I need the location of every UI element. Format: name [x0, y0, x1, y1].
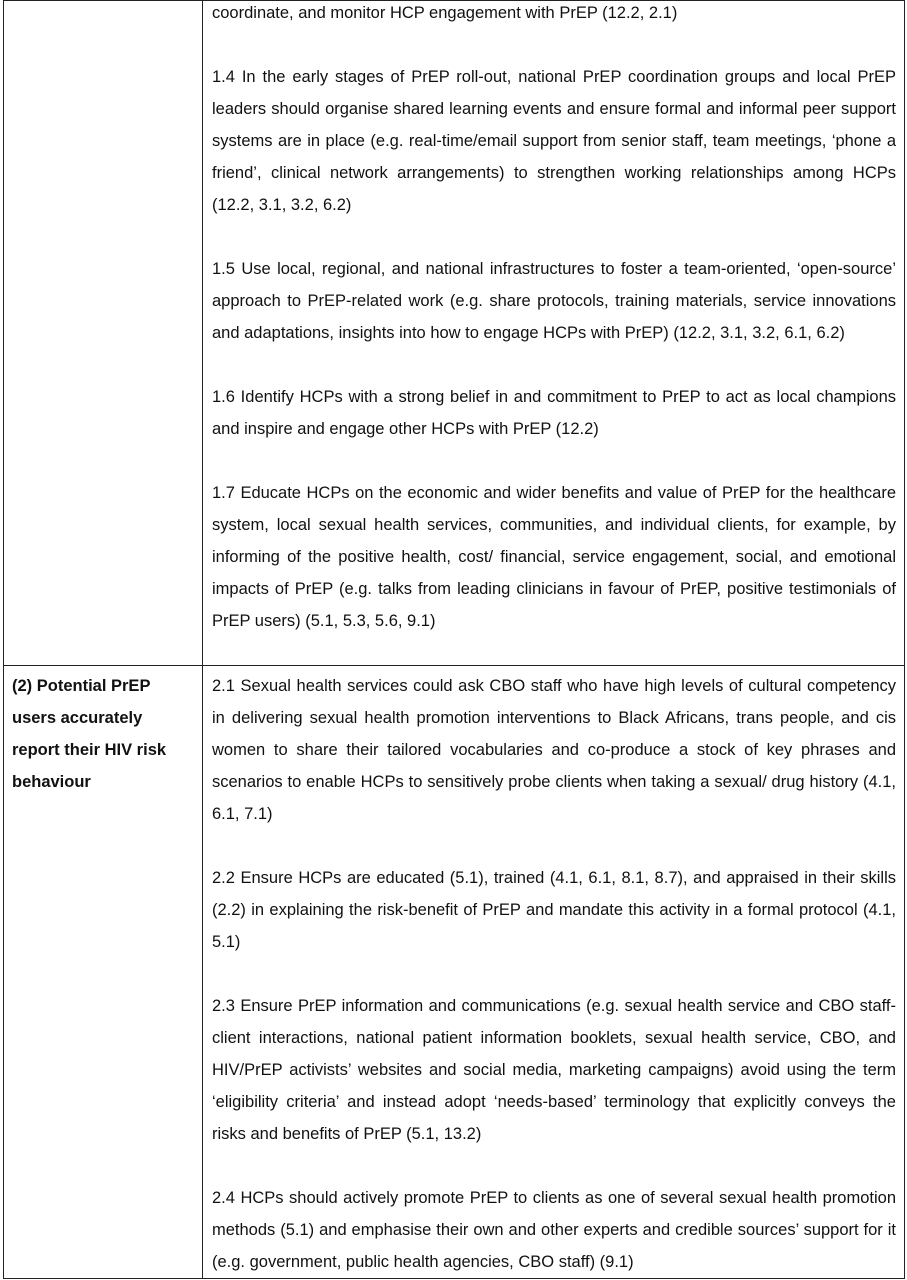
intervention-item: 1.5 Use local, regional, and national infrastructures to foster a team-oriented, ‘open-source’ approach to PrEP-related work (e.g. share protocols, training materials, service innovations and adaptations, insights into how to engage HCPs with PrEP) (12.2, 3.1, 3.2, 6.1, 6.2): [212, 260, 896, 342]
intervention-cell: [203, 666, 905, 1279]
table-row: [4, 666, 905, 1279]
intervention-item: 2.4 HCPs should actively promote PrEP to clients as one of several sexual health promotion methods (5.1) and emphasise their own and other experts and credible sources’ support for it (e.g. government, public health agencies, CBO staff) (9.1): [212, 1189, 896, 1271]
intervention-item: 2.2 Ensure HCPs are educated (5.1), trained (4.1, 6.1, 8.1, 8.7), and appraised in their skills (2.2) in explaining the risk-benefit of PrEP and mandate this activity in a formal protocol (4.1, 5.1): [212, 869, 896, 951]
intervention-cell: [203, 1, 905, 666]
outcome-cell: [4, 666, 203, 1279]
intervention-item: 2.3 Ensure PrEP information and communications (e.g. sexual health service and CBO staff-client interactions, national patient information booklets, sexual health service, CBO, and HIV/PrEP activists’ websites and social media, marketing campaigns) avoid using the term ‘eligibility criteria’ and instead adopt ‘needs-based’ terminology that explicitly conveys the risks and benefits of PrEP (5.1, 13.2): [212, 997, 896, 1143]
intervention-item: coordinate, and monitor HCP engagement with PrEP (12.2, 2.1): [212, 4, 678, 22]
recommendations-table: [3, 0, 905, 1279]
intervention-item: 2.1 Sexual health services could ask CBO staff who have high levels of cultural competency in delivering sexual health promotion interventions to Black Africans, trans people, and cis women to share their tailored vocabularies and co-produce a stock of key phrases and scenarios to enable HCPs to sensitively probe clients when taking a sexual/ drug history (4.1, 6.1, 7.1): [212, 677, 896, 823]
intervention-item: 1.4 In the early stages of PrEP roll-out, national PrEP coordination groups and local PrEP leaders should organise shared learning events and ensure formal and informal peer support systems are in place (e.g. real-time/email support from senior staff, team meetings, ‘phone a friend’, clinical network arrangements) to strengthen working relationships among HCPs (12.2, 3.1, 3.2, 6.2): [212, 68, 896, 214]
intervention-item: 1.7 Educate HCPs on the economic and wider benefits and value of PrEP for the healthcare system, local sexual health services, communities, and individual clients, for example, by informing of the positive health, cost/ financial, service engagement, social, and emotional impacts of PrEP (e.g. talks from leading clinicians in favour of PrEP, positive testimonials of PrEP users) (5.1, 5.3, 5.6, 9.1): [212, 484, 896, 630]
outcome-cell-empty: [4, 1, 203, 666]
outcome-label: (2) Potential PrEP users accurately report their HIV risk behaviour: [12, 677, 167, 791]
table-row: [4, 1, 905, 666]
intervention-item: 1.6 Identify HCPs with a strong belief in and commitment to PrEP to act as local champions and inspire and engage other HCPs with PrEP (12.2): [212, 388, 896, 438]
